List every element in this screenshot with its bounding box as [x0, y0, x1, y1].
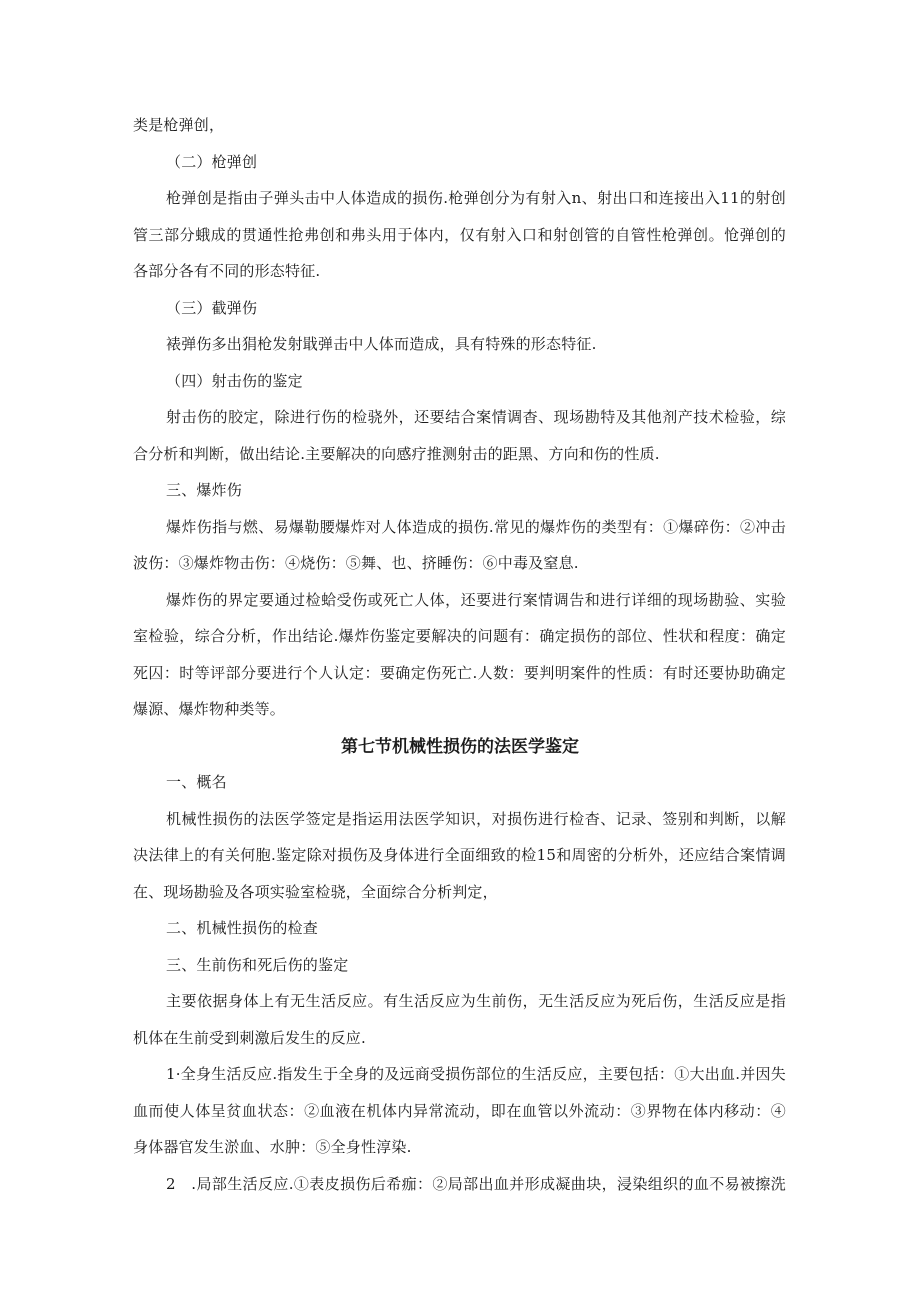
- chapter-heading: 第七节机械性损伤的法医学鉴定: [341, 737, 579, 757]
- section-subheading: 三、爆炸伤: [166, 481, 243, 499]
- paragraph-line: 血而使人体呈贫血状态：②血液在机体内异常流动，即在血管以外流动：③界物在体内移动：④: [133, 1102, 786, 1120]
- paragraph-line: 室检验，综合分析，作出结论.爆炸伤鉴定要解决的问题有：确定损伤的部位、性状和程度：确定: [133, 627, 786, 645]
- section-subheading: （四）射击伤的鉴定: [166, 372, 303, 390]
- paragraph-line: 合分析和判断，做出结论.主要解决的向感疗推测射击的距黑、方向和伤的性质.: [133, 445, 660, 463]
- paragraph-line: 主要依据身体上有无生活反应。有生活反应为生前伤，无生活反应为死后伤，生活反应是指: [166, 992, 786, 1010]
- paragraph-line: 机械性损伤的法医学签定是指运用法医学知识，对损伤进行检杳、记录、签别和判断，以解: [166, 810, 786, 828]
- paragraph-line: 各部分各有不同的形态特征.: [133, 262, 321, 280]
- paragraph-line: 枪弹创是指由子弹头击中人体造成的损伤.枪弹创分为有射入n、射出口和连接出入11的射创: [166, 189, 786, 207]
- section-subheading: （二）枪弹创: [166, 153, 258, 171]
- paragraph-line: 死囚：时等评部分要进行个人认定：要确定伤死亡.人数：要判明案件的性质：有时还要协助确定: [133, 664, 786, 682]
- paragraph-line: 机体在生前受到刺激后发生的反应.: [133, 1029, 366, 1047]
- section-subheading: 三、生前伤和死后伤的鉴定: [166, 956, 349, 974]
- paragraph-line: 射击伤的胶定，除进行伤的检骁外，还要结合案情调杳、现场勘特及其他剂产技术检验，综: [166, 408, 786, 426]
- section-subheading: 一、概名: [166, 773, 227, 791]
- section-subheading: （三）截弹伤: [166, 299, 258, 317]
- paragraph-line: 身体器官发生淤血、水肿：⑤全身性淳染.: [133, 1138, 412, 1156]
- paragraph-line: 决法律上的有关何胞.鉴定除对损伤及身体进行全面细致的检15和周密的分析外，还应结合案情调: [133, 846, 786, 864]
- paragraph-line: 波伤：③爆炸物击伤：④烧伤：⑤舞、也、挤睡伤：⑥中毒及窒息.: [133, 554, 579, 572]
- paragraph-line: 管三部分蛾成的贯通性抢弗创和弗头用于体内，仅有射入口和射创管的自管性枪弹创。怆弹创的: [133, 226, 786, 244]
- paragraph-line: 爆炸伤指与燃、易爆勒腰爆炸对人体造成的损伤.常见的爆炸伤的类型有：①爆碎伤：②冲击: [166, 518, 786, 536]
- paragraph-line: 在、现场勘验及各项实验室检骁，全面综合分析判定，: [133, 883, 498, 901]
- paragraph-line: 裱弹伤多出狷枪发射戢弹击中人体而造成，具有特殊的形态特征.: [166, 335, 597, 353]
- paragraph-line: 1·全身生活反应.指发生于全身的及远商受损伤部位的生活反应，主要包括：①大出血.并因失: [166, 1065, 786, 1083]
- paragraph-line: 爆源、爆炸物种类等。: [133, 700, 286, 718]
- paragraph-line: 2 .局部生活反应.①表皮损伤后希痂：②局部出血并形成凝曲块，浸染组织的血不易被擦洗: [166, 1175, 786, 1193]
- paragraph-line: 爆炸伤的界定要通过检蛤受伤或死亡人体，还要进行案情调告和进行详细的现场勘验、实验: [166, 591, 786, 609]
- section-subheading: 二、机械性损伤的检查: [166, 919, 319, 937]
- paragraph-line: 类是枪弹创，: [133, 116, 225, 134]
